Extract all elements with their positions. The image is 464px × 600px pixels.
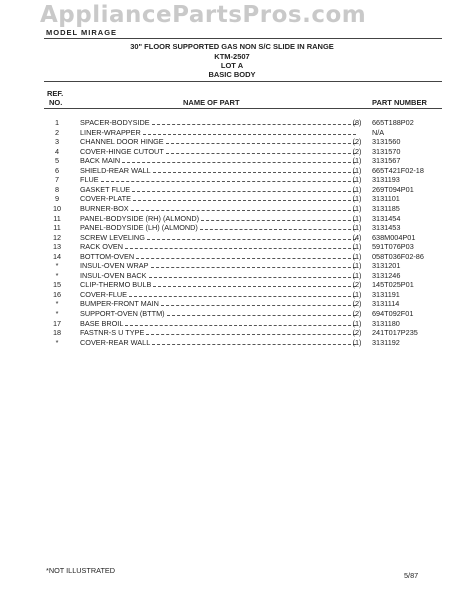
ref-number: 3 — [54, 137, 60, 147]
ref-number: * — [55, 309, 59, 318]
part-number: 3131560 — [372, 137, 401, 147]
table-row — [0, 242, 464, 252]
part-name-cell — [80, 118, 358, 127]
leader-line — [167, 314, 356, 316]
quantity: (2) — [352, 299, 362, 309]
part-name-cell — [80, 204, 358, 213]
part-number: 3131567 — [372, 156, 401, 166]
leader-line — [161, 304, 356, 306]
table-row — [0, 204, 464, 214]
part-name: INSUL-OVEN WRAP — [80, 261, 149, 271]
part-name-cell — [80, 214, 358, 223]
leader-line — [153, 285, 356, 287]
ref-number: * — [55, 299, 59, 309]
quantity: (2) — [352, 280, 362, 290]
table-row — [0, 156, 464, 166]
leader-line — [149, 276, 357, 278]
part-name: FASTNR-S U TYPE — [80, 328, 145, 338]
part-name-cell — [80, 280, 358, 289]
table-row — [0, 252, 464, 262]
part-name: BACK MAIN — [80, 156, 121, 166]
leader-line — [153, 171, 356, 173]
part-number: 694T092F01 — [372, 309, 414, 318]
table-row — [0, 166, 464, 176]
part-name-cell — [80, 223, 358, 232]
part-number: 3131191 — [372, 289, 400, 299]
part-number: 3131192 — [372, 337, 400, 347]
table-row — [0, 175, 464, 185]
ref-number: 13 — [52, 242, 62, 252]
quantity: (2) — [352, 146, 362, 156]
ref-number: 2 — [54, 127, 60, 137]
quantity: (1) — [352, 261, 362, 271]
part-number: 3131101 — [372, 194, 400, 204]
ref-number: 17 — [52, 318, 62, 328]
table-row — [0, 261, 464, 271]
table-row — [0, 280, 464, 290]
quantity: (1) — [352, 184, 362, 194]
quantity: (1) — [352, 223, 362, 233]
part-name-cell — [80, 137, 358, 146]
quantity: (1) — [352, 203, 362, 213]
part-name-cell — [80, 242, 358, 251]
table-row — [0, 128, 464, 138]
part-name: SCREW LEVELING — [80, 232, 145, 242]
ref-number: 11 — [53, 223, 61, 233]
ref-number: 16 — [52, 289, 62, 299]
part-name: SPACER-BODYSIDE — [80, 118, 150, 127]
part-name-cell — [80, 128, 358, 137]
part-number: 3131193 — [372, 175, 400, 185]
leader-line — [132, 190, 356, 192]
quantity: (1) — [352, 337, 362, 347]
leader-line — [133, 199, 356, 201]
part-number: 3131180 — [372, 318, 400, 328]
ref-number: * — [55, 337, 59, 347]
part-number: 3131114 — [372, 299, 400, 309]
table-row — [0, 223, 464, 233]
part-number: 145T025P01 — [372, 280, 414, 290]
ref-number: 15 — [52, 280, 62, 290]
part-name: PANEL-BODYSIDE (LH) (ALMOND) — [80, 223, 198, 233]
quantity: (1) — [352, 194, 362, 204]
part-number: 665T188P02 — [372, 118, 414, 127]
leader-line — [125, 247, 356, 249]
leader-line — [125, 324, 356, 326]
part-name-cell — [80, 185, 358, 194]
leader-line — [122, 161, 356, 163]
part-name: COVER-REAR WALL — [80, 337, 151, 347]
leader-line — [201, 219, 356, 221]
table-row — [0, 137, 464, 147]
part-number: 591T076P03 — [372, 242, 414, 252]
part-name: PANEL-BODYSIDE (RH) (ALMOND) — [80, 213, 200, 223]
quantity: (1) — [352, 175, 362, 185]
part-number-column-header: PART NUMBER — [372, 98, 427, 107]
ref-number: 12 — [52, 232, 62, 242]
part-number: 665T421F02-18 — [372, 165, 424, 175]
ref-number: 10 — [52, 203, 62, 213]
table-row — [0, 328, 464, 338]
part-name: BOTTOM-OVEN — [80, 251, 135, 261]
table-row — [0, 338, 464, 348]
part-name: LINER-WRAPPER — [80, 127, 141, 137]
ref-number: 6 — [54, 165, 60, 175]
leader-line — [129, 295, 356, 297]
part-name: SUPPORT-OVEN (BTTM) — [80, 309, 165, 318]
part-name-cell — [80, 252, 358, 261]
part-name-cell — [80, 194, 358, 203]
ref-column-header-line1: REF. — [47, 89, 64, 98]
ref-number: 1 — [54, 118, 60, 127]
table-row — [0, 185, 464, 195]
quantity: (1) — [352, 289, 362, 299]
part-name: CHANNEL DOOR HINGE — [80, 137, 164, 147]
part-name-cell — [80, 233, 358, 242]
quantity: (1) — [352, 156, 362, 166]
footnote: *NOT ILLUSTRATED — [46, 566, 116, 575]
quantity: (1) — [352, 242, 362, 252]
name-column-header: NAME OF PART — [183, 98, 240, 107]
leader-line — [143, 133, 356, 135]
table-row — [0, 271, 464, 281]
leader-line — [151, 266, 356, 268]
model-label: MODEL MIRAGE — [46, 28, 118, 37]
column-header-rule — [44, 108, 442, 109]
part-number: N/A — [372, 127, 385, 137]
part-name: COVER-PLATE — [80, 194, 131, 204]
table-row — [0, 309, 464, 319]
part-name-cell — [80, 338, 358, 347]
part-name: COVER-FLUE — [80, 289, 128, 299]
ref-number: 8 — [54, 184, 60, 194]
table-row — [0, 319, 464, 329]
part-name: BUMPER-FRONT MAIN — [80, 299, 159, 309]
part-name-cell — [80, 271, 358, 280]
quantity: (4) — [352, 232, 362, 242]
part-name-cell — [80, 309, 358, 318]
ref-number: 14 — [52, 251, 62, 261]
quantity: (1) — [352, 270, 362, 280]
leader-line — [147, 238, 356, 240]
part-name: BURNER-BOX — [80, 203, 129, 213]
leader-line — [101, 180, 356, 182]
table-row — [0, 118, 464, 128]
part-name-cell — [80, 299, 358, 308]
table-row — [0, 147, 464, 157]
top-rule — [44, 38, 442, 39]
quantity: (2) — [352, 309, 362, 318]
part-name-cell — [80, 166, 358, 175]
ref-number: 5 — [54, 156, 60, 166]
table-row — [0, 194, 464, 204]
quantity: (2) — [352, 137, 362, 147]
part-name: CLIP-THERMO BULB — [80, 280, 152, 290]
quantity: (1) — [352, 251, 362, 261]
part-number: 3131185 — [372, 203, 400, 213]
quantity: (2) — [352, 328, 362, 338]
section-title: BASIC BODY — [208, 70, 256, 79]
leader-line — [152, 123, 356, 125]
part-name-cell — [80, 156, 358, 165]
part-name-cell — [80, 328, 358, 337]
ref-number: 11 — [53, 213, 61, 223]
quantity: (1) — [352, 165, 362, 175]
part-name: SHIELD-REAR WALL — [80, 165, 151, 175]
document-title: 30" FLOOR SUPPORTED GAS NON S/C SLIDE IN RANGE — [130, 42, 334, 51]
part-number: 3131246 — [372, 270, 401, 280]
ref-number: 18 — [52, 328, 62, 338]
table-row — [0, 233, 464, 243]
ref-number: 4 — [54, 146, 60, 156]
part-name: INSUL-OVEN BACK — [80, 270, 147, 280]
leader-line — [131, 209, 356, 211]
ref-number: * — [55, 270, 59, 280]
quantity: (1) — [352, 318, 362, 328]
part-number: 3131453 — [372, 223, 401, 233]
part-name: BASE BROIL — [80, 318, 124, 328]
leader-line — [136, 257, 356, 259]
quantity: (8) — [352, 118, 362, 127]
part-number: 638M004P01 — [372, 232, 416, 242]
part-number: 241T017P235 — [372, 328, 418, 338]
leader-line — [146, 333, 356, 335]
part-name-cell — [80, 147, 358, 156]
part-number: 3131201 — [372, 261, 401, 271]
leader-line — [166, 142, 356, 144]
part-number: 058T036F02-86 — [372, 251, 424, 261]
part-name-cell — [80, 261, 358, 270]
page-code: 5/87 — [404, 571, 419, 580]
lot-label: LOT A — [220, 61, 244, 70]
part-name-cell — [80, 319, 358, 328]
part-number: 269T094P01 — [372, 184, 414, 194]
leader-line — [166, 152, 356, 154]
ref-number: 7 — [54, 175, 60, 185]
part-name: GASKET FLUE — [80, 184, 131, 194]
part-name: FLUE — [80, 175, 99, 185]
part-name-cell — [80, 175, 358, 184]
table-row — [0, 214, 464, 224]
ref-number: * — [55, 261, 59, 271]
part-number: 3131454 — [372, 213, 401, 223]
ref-number: 9 — [54, 194, 60, 204]
leader-line — [200, 228, 356, 230]
quantity: (1) — [352, 213, 362, 223]
part-name: RACK OVEN — [80, 242, 123, 252]
part-name-cell — [80, 290, 358, 299]
table-row — [0, 290, 464, 300]
ref-column-header-line2: NO. — [49, 98, 63, 107]
table-row — [0, 299, 464, 309]
part-name: COVER-HINGE CUTOUT — [80, 146, 164, 156]
model-number: KTM-2507 — [214, 52, 250, 61]
watermark: AppliancePartsPros.com — [40, 2, 367, 28]
header-rule — [44, 81, 442, 82]
leader-line — [152, 343, 356, 345]
part-number: 3131570 — [372, 146, 401, 156]
